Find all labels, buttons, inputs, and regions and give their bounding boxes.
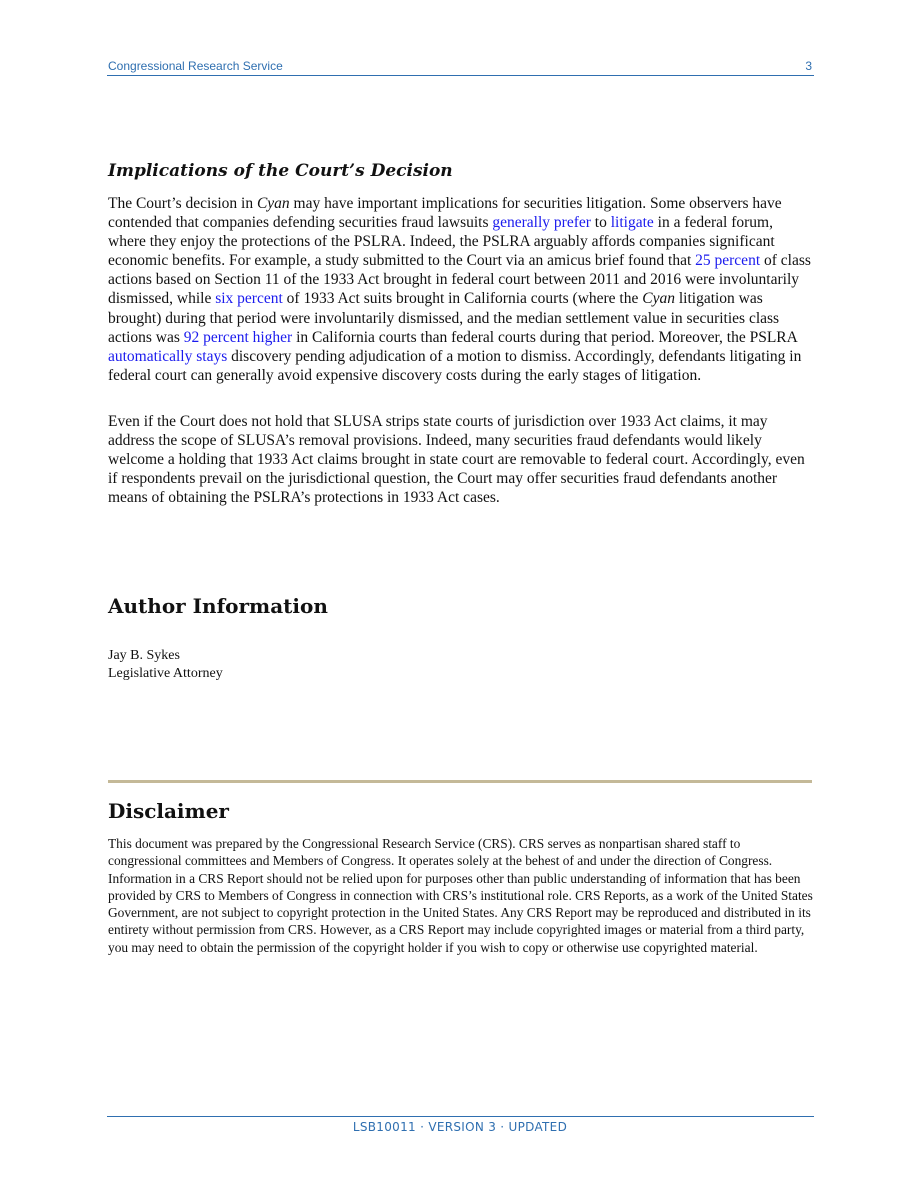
case-name: Cyan [642, 290, 675, 308]
running-header [107, 57, 814, 76]
link-automatically-stays[interactable]: automatically stays [108, 347, 228, 365]
text-run: of 1933 Act suits brought in California courts (where the [282, 290, 643, 308]
link-25-percent[interactable]: 25 percent [695, 252, 761, 270]
implications-heading: Implications of the Court’s Decision [108, 161, 453, 181]
disclaimer-text: This document was prepared by the Congressional Research Service (CRS). CRS serves as nonpartisan shared staff to congressional committees and Members of Congress. It operates solely at the behest of and under the direction of Congress. Information in a CRS Report should not be relied upon for purposes other than public understanding of information that has been provided by CRS to Members of Congress in connection with CRS’s institutional role. CRS Reports, as a work of the United States Government, are not subject to copyright protection in the United States. Any CRS Report may be reproduced and distributed in its entirety without permission from CRS. However, as a CRS Report may include copyrighted images or material from a third party, you may need to obtain the permission of the copyright holder if you wish to copy or otherwise use copyrighted material. [108, 836, 813, 955]
text-run: to [590, 214, 611, 232]
text-run: in California courts than federal courts during that period. Moreover, the PSLRA [292, 328, 797, 346]
link-six-percent[interactable]: six percent [215, 290, 283, 308]
link-92-percent-higher[interactable]: 92 percent higher [183, 328, 293, 346]
implications-paragraph-1 [108, 194, 814, 385]
link-generally-prefer[interactable]: generally prefer [492, 214, 591, 232]
author-title: Legislative Attorney [108, 666, 223, 681]
footer-doc-id: LSB10011 · VERSION 3 · UPDATED [352, 1120, 568, 1134]
text-run: may have important implications for securities litigation. Some observers have contended that companies defending securities fraud lawsuits [108, 195, 782, 232]
author-name: Jay B. Sykes [108, 648, 180, 663]
section-divider [108, 780, 812, 783]
text-run: discovery pending adjudication of a motion to dismiss. Accordingly, defendants litigating in federal court can generally avoid expensive discovery costs during the early stages of litigation. [108, 347, 802, 384]
text-run: litigation was brought) during that period were involuntarily dismissed, and the median settlement value in securities class actions was [108, 290, 780, 346]
disclaimer-heading: Disclaimer [108, 799, 229, 823]
text-run: of class actions based on Section 11 of the 1933 Act brought in federal court between 2011 and 2016 were involuntarily dismissed, while [108, 252, 811, 308]
implications-paragraph-2: Even if the Court does not hold that SLUSA strips state courts of jurisdiction over 1933 Act claims, it may address the scope of SLUSA’s removal provisions. Indeed, many securities fraud defendants would likely welcome a holding that 1933 Act claims brought in state court are removable to federal court. Accordingly, even if respondents prevail on the jurisdictional question, the Court may offer securities fraud defendants another means of obtaining the PSLRA’s protections in 1933 Act cases. [108, 413, 805, 507]
author-block [108, 647, 223, 683]
author-information-heading: Author Information [108, 594, 328, 618]
header-organization: Congressional Research Service [108, 59, 283, 73]
footer-rule [107, 1116, 814, 1117]
text-run: in a federal forum, where they enjoy the protections of the PSLRA. Indeed, the PSLRA arguably affords companies significant economic benefits. For example, a study submitted to the Court via an amicus brief found that [108, 214, 775, 270]
case-name: Cyan [256, 195, 290, 212]
link-litigate[interactable]: litigate [610, 214, 654, 232]
text-run: The Court’s decision in [108, 195, 257, 212]
header-page-number: 3 [805, 59, 812, 73]
